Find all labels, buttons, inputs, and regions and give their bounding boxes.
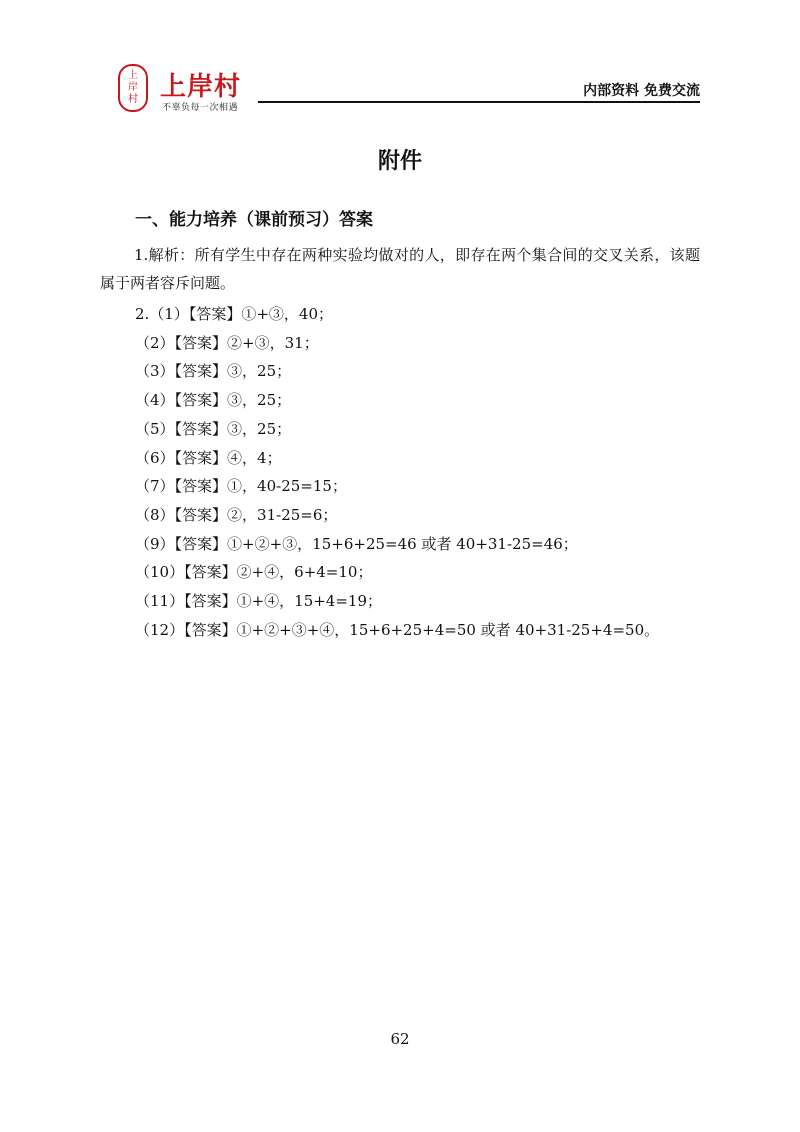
logo-seal-char: 岸 <box>128 82 138 93</box>
page-header <box>0 0 800 120</box>
logo-slogan: 不辜负每一次相遇 <box>162 103 239 113</box>
answer-item: （2）【答案】②+③，31； <box>135 333 319 352</box>
logo-seal-char: 村 <box>128 94 138 105</box>
answer-item: （4）【答案】③，25； <box>135 391 292 410</box>
explanation-paragraph: 1.解析：所有学生中存在两种实验均做对的人，即存在两个集合间的交叉关系，该题属于两者容斥问题。 <box>100 246 700 292</box>
answer-item: （3）【答案】③，25； <box>135 362 292 381</box>
page-title: 附件 <box>377 149 422 174</box>
logo-seal-char: 上 <box>128 70 138 81</box>
page-number: 62 <box>390 1030 410 1048</box>
answer-item: （6）【答案】④，4； <box>135 448 282 467</box>
answer-item: （7）【答案】①，40-25=15； <box>135 477 347 496</box>
section-heading: 一、能力培养（课前预习）答案 <box>135 210 373 230</box>
logo-title: 上岸村 <box>160 72 242 102</box>
answer-item: （11）【答案】①+④，15+4=19； <box>135 592 383 611</box>
header-note: 内部资料 免费交流 <box>583 83 700 99</box>
answer-item: （10）【答案】②+④，6+4=10； <box>135 563 373 582</box>
answer-item: （5）【答案】③，25； <box>135 419 292 438</box>
answer-item: （12）【答案】①+②+③+④，15+6+25+4=50 或者 40+31-25+4=50。 <box>135 620 660 639</box>
answer-item: （9）【答案】①+②+③，15+6+25=46 或者 40+31-25=46； <box>135 534 578 553</box>
header-divider <box>258 101 700 103</box>
answer-list <box>135 300 659 644</box>
answer-item: （8）【答案】②，31-25=6； <box>135 505 338 524</box>
answer-item: 2.（1）【答案】①+③，40； <box>135 305 334 323</box>
logo-seal <box>118 64 148 112</box>
